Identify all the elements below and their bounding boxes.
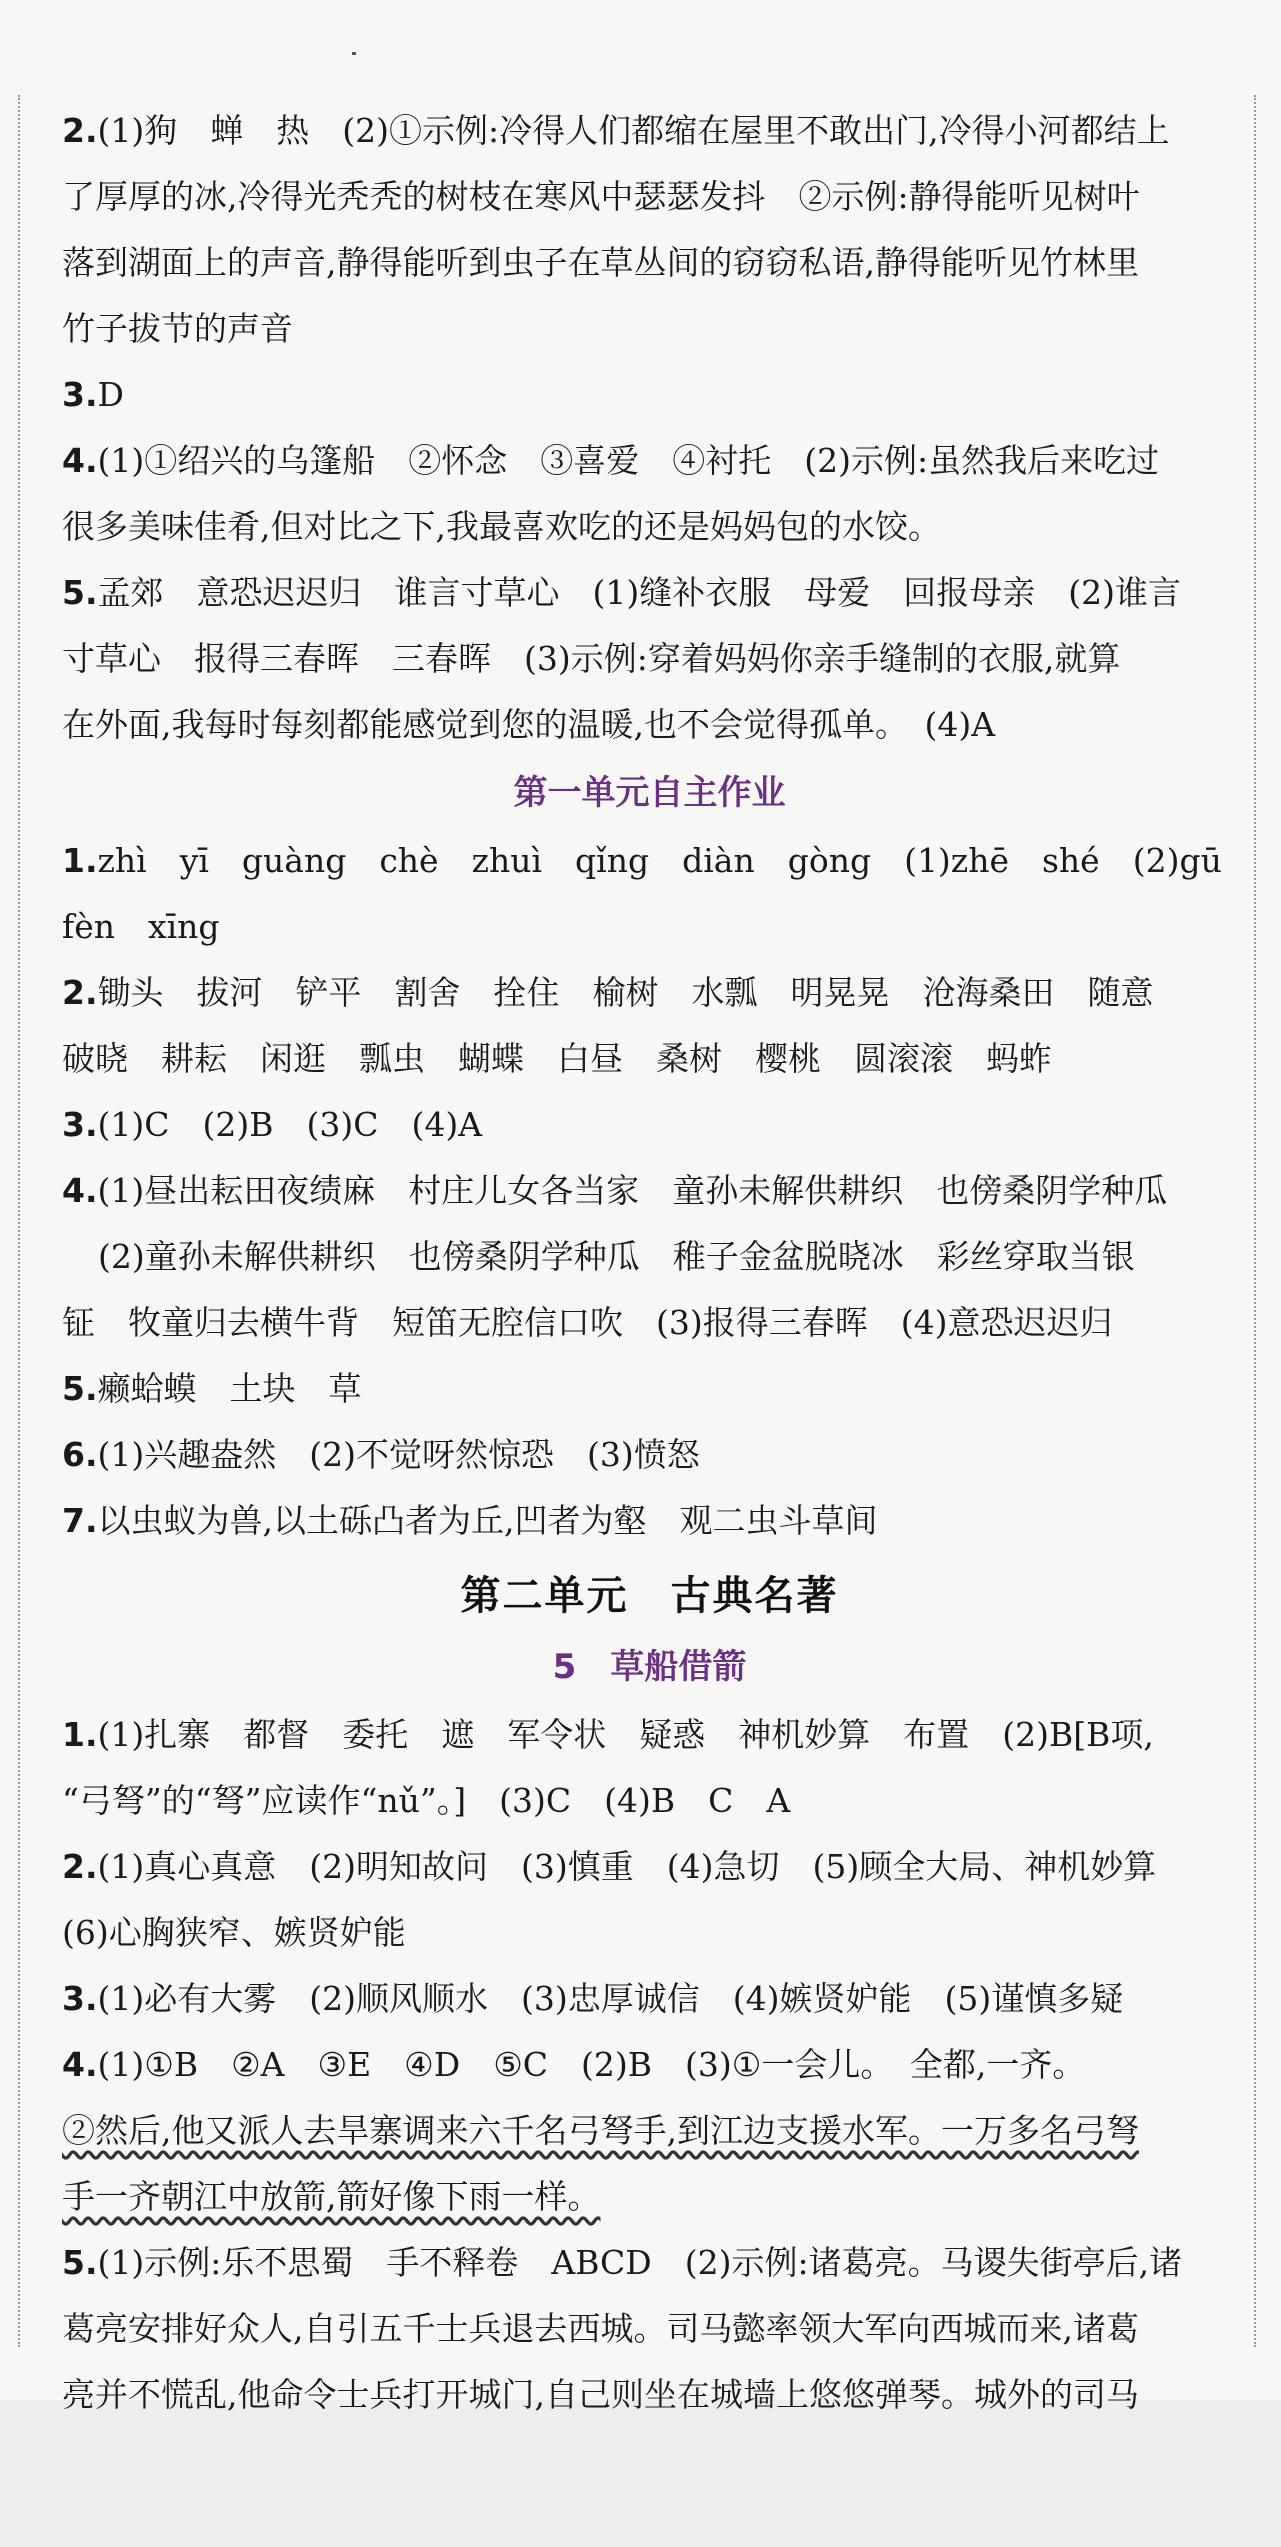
answer-1: 1.(1)扎寨 都督 委托 遮 军令状 疑惑 神机妙算 布置 (2)B[B项,: [62, 1715, 1154, 1754]
answer-2: 2.锄头 拔河 铲平 割舍 拴住 榆树 水瓢 明晃晃 沧海桑田 随意: [62, 973, 1154, 1012]
answer-line: (6)心胸狭窄、嫉贤妒能: [62, 1913, 406, 1952]
answer-line: 落到湖面上的声音,静得能听到虫子在草丛间的窃窃私语,静得能听见竹林里: [62, 243, 1139, 282]
answer-line: (2)童孙未解供耕织 也傍桑阴学种瓜 稚子金盆脱晓冰 彩丝穿取当银: [98, 1237, 1135, 1276]
answer-4: 4.(1)①绍兴的乌篷船 ②怀念 ③喜爱 ④衬托 (2)示例:虽然我后来吃过: [62, 441, 1160, 480]
scan-dot: [352, 52, 356, 55]
answer-line: fèn xīng: [62, 907, 220, 946]
answer-line: “弓弩”的“弩”应读作“nǔ”。] (3)C (4)B C A: [62, 1781, 791, 1820]
answer-line: 葛亮安排好众人,自引五千士兵退去西城。司马懿率领大军向西城而来,诸葛: [62, 2309, 1139, 2348]
answer-line: 破晓 耕耘 闲逛 瓢虫 蝴蝶 白昼 桑树 樱桃 圆滚滚 蚂蚱: [62, 1039, 1052, 1078]
answer-content: [62, 98, 1237, 2428]
answer-6: 6.(1)兴趣盎然 (2)不觉呀然惊恐 (3)愤怒: [62, 1435, 700, 1474]
answer-3: 3.D: [62, 375, 124, 414]
answer-line: 很多美味佳肴,但对比之下,我最喜欢吃的还是妈妈包的水饺。: [62, 507, 941, 546]
answer-line: 竹子拔节的声音: [62, 309, 293, 348]
answer-5: 5.癞蛤蟆 土块 草: [62, 1369, 362, 1408]
answer-line: 寸草心 报得三春晖 三春晖 (3)示例:穿着妈妈你亲手缝制的衣服,就算: [62, 639, 1121, 678]
answer-line: 了厚厚的冰,冷得光秃秃的树枝在寒风中瑟瑟发抖 ②示例:静得能听见树叶: [62, 177, 1140, 216]
answer-2: 2.(1)狗 蝉 热 (2)①示例:冷得人们都缩在屋里不敢出门,冷得小河都结上: [62, 111, 1170, 150]
left-margin-rule: [18, 95, 20, 2347]
answer-5: 5.孟郊 意恐迟迟归 谁言寸草心 (1)缝补衣服 母爱 回报母亲 (2)谁言: [62, 573, 1181, 612]
answer-2: 2.(1)真心真意 (2)明知故问 (3)慎重 (4)急切 (5)顾全大局、神机妙算: [62, 1847, 1157, 1886]
answer-4: 4.(1)①B ②A ③E ④D ⑤C (2)B (3)①一会儿。 全都,一齐。: [62, 2045, 1086, 2084]
answer-7: 7.以虫蚁为兽,以土砾凸者为丘,凹者为壑 观二虫斗草间: [62, 1501, 878, 1540]
answer-5: 5.(1)示例:乐不思蜀 手不释卷 ABCD (2)示例:诸葛亮。马谡失街亭后,诸: [62, 2243, 1183, 2282]
section-heading-unit1: 第一单元自主作业: [513, 773, 786, 813]
answer-3: 3.(1)必有大雾 (2)顺风顺水 (3)忠厚诚信 (4)嫉贤妒能 (5)谨慎多疑: [62, 1979, 1124, 2018]
answer-line: 钲 牧童归去横牛背 短笛无腔信口吹 (3)报得三春晖 (4)意恐迟迟归: [62, 1303, 1113, 1342]
unit-title: 第二单元 古典名著: [460, 1573, 839, 1619]
right-margin-rule: [1254, 95, 1256, 2347]
answer-1: 1.zhì yī guàng chè zhuì qǐng diàn gòng (1)zhē shé (2)gū: [62, 841, 1222, 880]
answer-3: 3.(1)C (2)B (3)C (4)A: [62, 1105, 483, 1144]
answer-line-underlined: ②然后,他又派人去旱寨调来六千名弓弩手,到江边支援水军。一万多名弓弩: [62, 2111, 1139, 2150]
answer-line: 在外面,我每时每刻都能感觉到您的温暖,也不会觉得孤单。 (4)A: [62, 705, 996, 744]
answer-line: 亮并不慌乱,他命令士兵打开城门,自己则坐在城墙上悠悠弹琴。城外的司马: [62, 2375, 1139, 2414]
lesson-title: 5 草船借箭: [552, 1647, 747, 1687]
answer-line-underlined: 手一齐朝江中放箭,箭好像下雨一样。: [62, 2177, 601, 2216]
answer-4: 4.(1)昼出耘田夜绩麻 村庄儿女各当家 童孙未解供耕织 也傍桑阴学种瓜: [62, 1171, 1168, 1210]
